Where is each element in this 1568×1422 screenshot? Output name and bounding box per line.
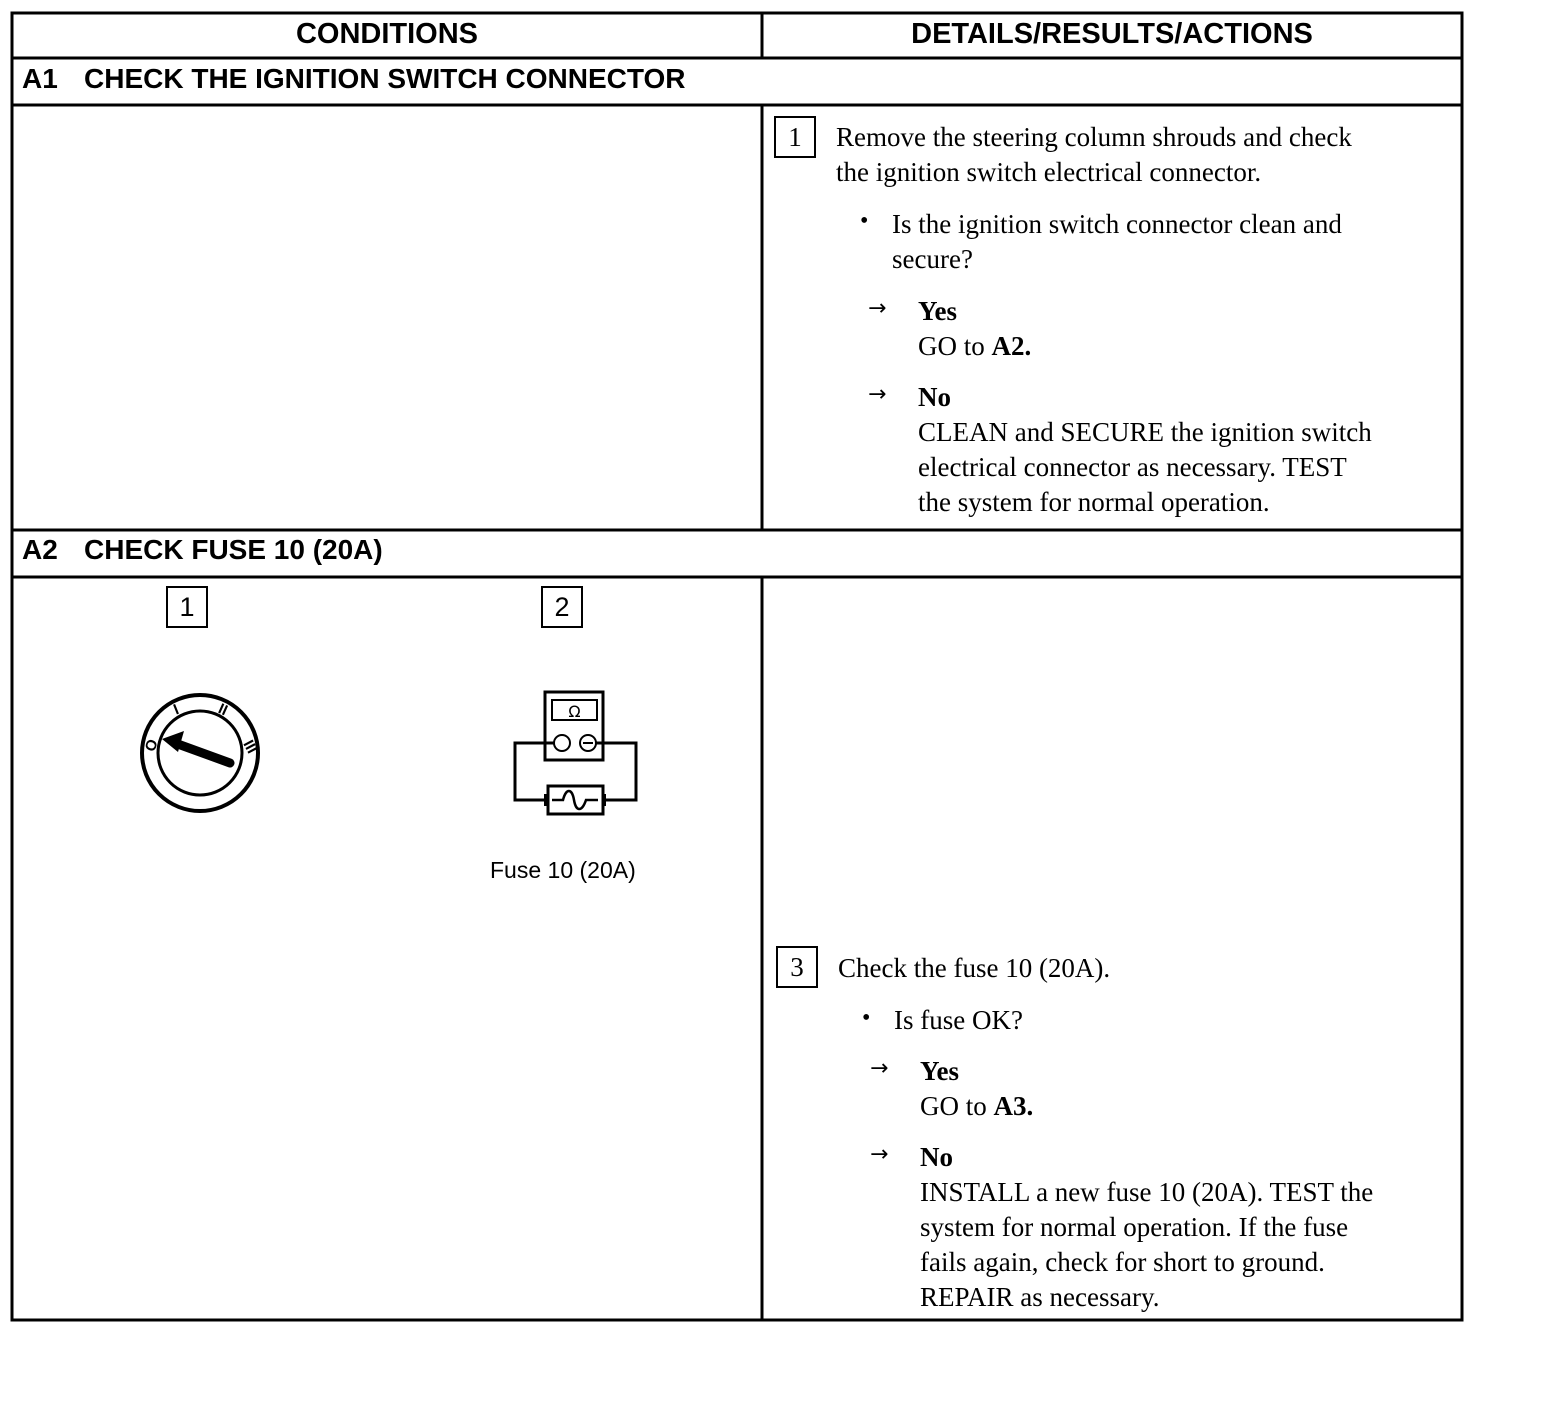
svg-text:Ω: Ω [568, 702, 581, 721]
arrow-right-icon: → [870, 1142, 889, 1167]
svg-text:I: I [171, 701, 182, 719]
step-1-number-box: 1 [774, 116, 816, 158]
section-a2-title: CHECK FUSE 10 (20A) [84, 534, 383, 565]
svg-text:II: II [215, 700, 231, 720]
a1-question: Is the ignition switch connector clean and secure? [892, 209, 1342, 274]
header-conditions: CONDITIONS [295, 18, 479, 50]
a2-question: Is fuse OK? [894, 1005, 1023, 1035]
section-a1-title: CHECK THE IGNITION SWITCH CONNECTOR [84, 63, 686, 94]
svg-text:O: O [141, 737, 162, 754]
header-details-results-actions: DETAILS/RESULTS/ACTIONS [911, 18, 1313, 50]
fuse-caption: Fuse 10 (20A) [490, 857, 636, 883]
arrow-right-icon: → [868, 296, 887, 321]
a2-yes-result: Yes GO to A3. [920, 1056, 1034, 1121]
bullet-icon: • [860, 208, 869, 234]
bullet-icon: • [862, 1005, 871, 1031]
svg-text:III: III [239, 737, 261, 757]
section-a2-header [22, 534, 383, 566]
section-a2-code: A2 [22, 534, 58, 565]
figure-2-number-box: 2 [541, 586, 583, 628]
a1-step-text: Remove the steering column shrouds and check the ignition switch electrical connector. [836, 122, 1352, 187]
arrow-right-icon: → [868, 382, 887, 407]
section-a1-header [22, 63, 685, 95]
a1-no-result: No CLEAN and SECURE the ignition switch electrical connector as necessary. TEST the system for normal operation. [918, 382, 1372, 517]
ohmmeter-fuse-test-icon [508, 688, 644, 820]
a2-step-text: Check the fuse 10 (20A). [838, 953, 1111, 983]
ignition-switch-icon [130, 688, 270, 818]
figure-1-number-box: 1 [166, 586, 208, 628]
section-a1-code: A1 [22, 63, 58, 94]
a2-no-result: No INSTALL a new fuse 10 (20A). TEST the system for normal operation. If the fuse fails again, check for short to ground. REPAIR as necessary. [920, 1142, 1374, 1312]
arrow-right-icon: → [870, 1056, 889, 1081]
step-3-number-box: 3 [776, 946, 818, 988]
a1-yes-result: Yes GO to A2. [918, 296, 1032, 361]
